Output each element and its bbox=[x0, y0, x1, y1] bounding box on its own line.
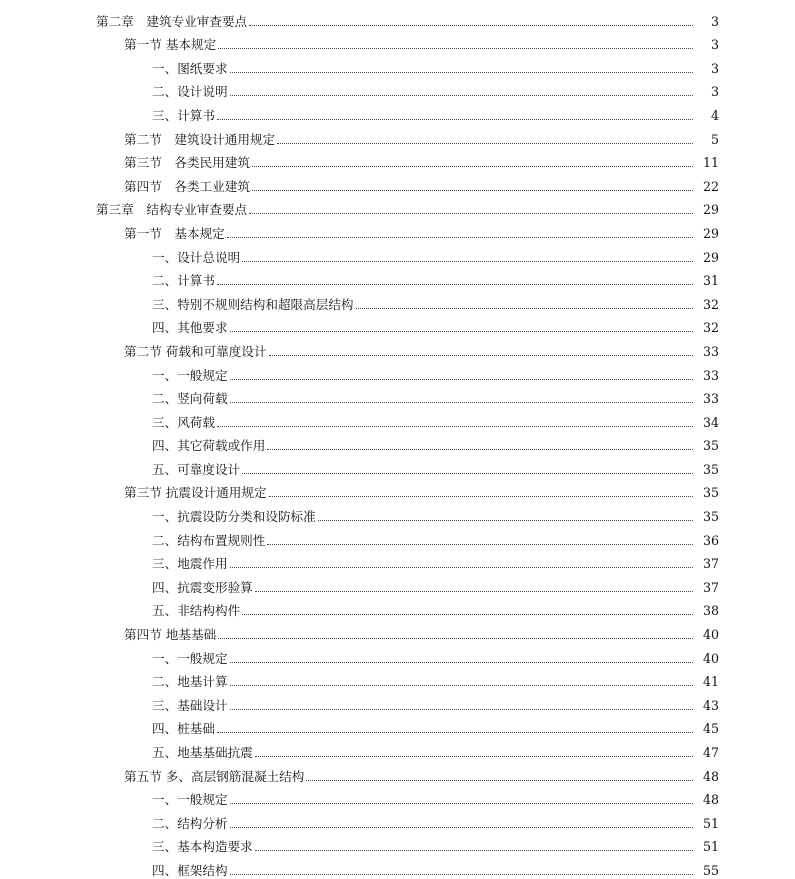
toc-entry-title: 第二章 建筑专业审查要点 bbox=[96, 13, 248, 29]
dot-leader bbox=[277, 142, 693, 144]
dot-leader bbox=[218, 637, 693, 639]
dot-leader bbox=[356, 307, 694, 309]
toc-subsection-entry[interactable] bbox=[0, 501, 795, 525]
toc-entry-title: 一、设计总说明 bbox=[152, 249, 241, 265]
toc-subsection-entry[interactable] bbox=[0, 431, 795, 455]
toc-page-number: 35 bbox=[702, 461, 719, 477]
toc-page-number: 3 bbox=[710, 60, 719, 76]
dot-leader bbox=[230, 661, 693, 663]
dot-leader bbox=[217, 731, 693, 733]
toc-section-entry[interactable] bbox=[0, 218, 795, 242]
toc-subsection-entry[interactable] bbox=[0, 454, 795, 478]
toc-entry-title: 四、桩基础 bbox=[152, 721, 215, 737]
toc-entry-title: 三、地震作用 bbox=[152, 556, 228, 572]
dot-leader bbox=[318, 519, 693, 521]
toc-entry-title: 三、特别不规则结构和超限高层结构 bbox=[152, 296, 354, 312]
dot-leader bbox=[255, 590, 693, 592]
toc-page-number: 32 bbox=[702, 296, 719, 312]
dot-leader bbox=[252, 189, 693, 191]
toc-subsection-entry[interactable] bbox=[0, 266, 795, 290]
dot-leader bbox=[255, 755, 693, 757]
toc-page-number: 4 bbox=[710, 107, 719, 123]
dot-leader bbox=[230, 401, 693, 403]
toc-section-entry[interactable] bbox=[0, 148, 795, 172]
dot-leader bbox=[267, 543, 693, 545]
toc-subsection-entry[interactable] bbox=[0, 360, 795, 384]
toc-entry-title: 一、抗震设防分类和设防标准 bbox=[152, 509, 316, 525]
toc-entry-title: 第三节 抗震设计通用规定 bbox=[124, 485, 267, 501]
toc-section-entry[interactable] bbox=[0, 124, 795, 148]
toc-page-number: 40 bbox=[702, 650, 719, 666]
toc-page-number: 3 bbox=[710, 37, 719, 53]
dot-leader bbox=[306, 779, 693, 781]
toc-entry-title: 第四节 地基基础 bbox=[124, 627, 217, 643]
toc-page-number: 51 bbox=[702, 815, 719, 831]
toc-page-number: 33 bbox=[702, 391, 719, 407]
toc-entry-title: 二、竖向荷载 bbox=[152, 391, 228, 407]
toc-entry-title: 第三章 结构专业审查要点 bbox=[96, 202, 248, 218]
toc-entry-title: 四、框架结构 bbox=[152, 862, 228, 878]
toc-page-number: 31 bbox=[702, 273, 719, 289]
toc-subsection-entry[interactable] bbox=[0, 313, 795, 337]
toc-page-number: 51 bbox=[702, 839, 719, 855]
toc-subsection-entry[interactable] bbox=[0, 832, 795, 856]
toc-subsection-entry[interactable] bbox=[0, 407, 795, 431]
toc-subsection-entry[interactable] bbox=[0, 667, 795, 691]
toc-page-number: 55 bbox=[702, 862, 719, 878]
toc-page-number: 37 bbox=[702, 556, 719, 572]
toc-page-number: 5 bbox=[710, 131, 719, 147]
toc-section-entry[interactable] bbox=[0, 336, 795, 360]
dot-leader bbox=[249, 212, 693, 214]
toc-entry-title: 二、设计说明 bbox=[152, 84, 228, 100]
toc-subsection-entry[interactable] bbox=[0, 690, 795, 714]
toc-subsection-entry[interactable] bbox=[0, 525, 795, 549]
dot-leader bbox=[242, 472, 693, 474]
toc-entry-title: 二、结构布置规则性 bbox=[152, 532, 266, 548]
dot-leader bbox=[252, 165, 693, 167]
toc-page-number: 3 bbox=[710, 13, 719, 29]
toc-entry-title: 四、其他要求 bbox=[152, 320, 228, 336]
dot-leader bbox=[217, 118, 693, 120]
toc-entry-title: 五、非结构构件 bbox=[152, 603, 241, 619]
toc-page-number: 40 bbox=[702, 627, 719, 643]
toc-page-number: 37 bbox=[702, 579, 719, 595]
toc-subsection-entry[interactable] bbox=[0, 242, 795, 266]
toc-page-number: 48 bbox=[702, 792, 719, 808]
toc-entry-title: 三、基本构造要求 bbox=[152, 839, 253, 855]
dot-leader bbox=[269, 495, 693, 497]
toc-entry-title: 第五节 多、高层钢筋混凝土结构 bbox=[124, 768, 305, 784]
toc-entry-title: 三、基础设计 bbox=[152, 697, 228, 713]
toc-page-number: 35 bbox=[702, 485, 719, 501]
toc-page-number: 34 bbox=[702, 414, 719, 430]
toc-section-entry[interactable] bbox=[0, 478, 795, 502]
dot-leader bbox=[230, 378, 693, 380]
toc-page-number: 38 bbox=[702, 603, 719, 619]
dot-leader bbox=[217, 283, 693, 285]
dot-leader bbox=[230, 94, 693, 96]
toc-subsection-entry[interactable] bbox=[0, 100, 795, 124]
dot-leader bbox=[267, 448, 693, 450]
toc-page-number: 22 bbox=[702, 178, 719, 194]
toc-section-entry[interactable] bbox=[0, 619, 795, 643]
toc-subsection-entry[interactable] bbox=[0, 572, 795, 596]
toc-entry-title: 二、结构分析 bbox=[152, 815, 228, 831]
toc-section-entry[interactable] bbox=[0, 761, 795, 785]
dot-leader bbox=[249, 24, 693, 26]
toc-page-number: 3 bbox=[710, 84, 719, 100]
toc-subsection-entry[interactable] bbox=[0, 384, 795, 408]
toc-page-number: 29 bbox=[702, 249, 719, 265]
toc-entry-title: 第三节 各类民用建筑 bbox=[124, 155, 250, 171]
toc-entry-title: 第一节 基本规定 bbox=[124, 225, 225, 241]
toc-page-number: 47 bbox=[702, 745, 719, 760]
dot-leader bbox=[230, 684, 693, 686]
dot-leader bbox=[217, 425, 693, 427]
dot-leader bbox=[230, 71, 693, 73]
dot-leader bbox=[218, 47, 693, 49]
toc-subsection-entry[interactable] bbox=[0, 643, 795, 667]
dot-leader bbox=[230, 330, 693, 332]
dot-leader bbox=[269, 354, 693, 356]
toc-subsection-entry[interactable] bbox=[0, 737, 795, 761]
toc-subsection-entry[interactable] bbox=[0, 549, 795, 573]
toc-chapter-entry[interactable] bbox=[0, 195, 795, 219]
toc-subsection-entry[interactable] bbox=[0, 855, 795, 879]
toc-entry-title: 三、风荷载 bbox=[152, 414, 215, 430]
dot-leader bbox=[242, 613, 693, 615]
toc-subsection-entry[interactable] bbox=[0, 714, 795, 738]
toc-page-number: 33 bbox=[702, 343, 719, 359]
dot-leader bbox=[230, 826, 693, 828]
toc-entry-title: 一、一般规定 bbox=[152, 367, 228, 383]
toc-entry-title: 四、抗震变形验算 bbox=[152, 579, 253, 595]
toc-entry-title: 二、地基计算 bbox=[152, 674, 228, 690]
dot-leader bbox=[242, 260, 693, 262]
toc-subsection-entry[interactable] bbox=[0, 785, 795, 809]
toc-page-number: 36 bbox=[702, 532, 719, 548]
toc-entry-title: 三、计算书 bbox=[152, 107, 215, 123]
toc-page-number: 35 bbox=[702, 438, 719, 454]
toc-entry-title: 第二节 建筑设计通用规定 bbox=[124, 131, 276, 147]
toc-page-number: 29 bbox=[702, 225, 719, 241]
toc-entry-title: 一、一般规定 bbox=[152, 650, 228, 666]
toc-entry-title: 二、计算书 bbox=[152, 273, 215, 289]
toc-entry-title: 一、一般规定 bbox=[152, 792, 228, 808]
toc-page-number: 48 bbox=[702, 768, 719, 784]
toc-page-number: 43 bbox=[702, 697, 719, 713]
toc-entry-title: 一、图纸要求 bbox=[152, 60, 228, 76]
toc-chapter-entry[interactable] bbox=[0, 6, 795, 30]
toc-entry-title: 五、地基基础抗震 bbox=[152, 745, 253, 760]
dot-leader bbox=[230, 873, 693, 875]
toc-entry-title: 第一节 基本规定 bbox=[124, 37, 217, 53]
dot-leader bbox=[230, 708, 693, 710]
table-of-contents bbox=[0, 6, 795, 879]
toc-entry-title: 第四节 各类工业建筑 bbox=[124, 178, 250, 194]
toc-section-entry[interactable] bbox=[0, 30, 795, 54]
toc-subsection-entry[interactable] bbox=[0, 77, 795, 101]
toc-page-number: 11 bbox=[702, 155, 719, 171]
toc-page-number: 33 bbox=[702, 367, 719, 383]
toc-page-number: 45 bbox=[702, 721, 719, 737]
toc-subsection-entry[interactable] bbox=[0, 808, 795, 832]
toc-entry-title: 五、可靠度设计 bbox=[152, 461, 241, 477]
dot-leader bbox=[230, 566, 693, 568]
toc-entry-title: 第二节 荷载和可靠度设计 bbox=[124, 343, 267, 359]
toc-subsection-entry[interactable] bbox=[0, 53, 795, 77]
toc-section-entry[interactable] bbox=[0, 171, 795, 195]
dot-leader bbox=[230, 802, 693, 804]
toc-subsection-entry[interactable] bbox=[0, 596, 795, 620]
toc-page-number: 41 bbox=[702, 674, 719, 690]
dot-leader bbox=[255, 849, 693, 851]
dot-leader bbox=[227, 236, 693, 238]
toc-page-number: 29 bbox=[702, 202, 719, 218]
toc-entry-title: 四、其它荷载或作用 bbox=[152, 438, 266, 454]
toc-page-number: 32 bbox=[702, 320, 719, 336]
toc-subsection-entry[interactable] bbox=[0, 289, 795, 313]
toc-page-number: 35 bbox=[702, 509, 719, 525]
